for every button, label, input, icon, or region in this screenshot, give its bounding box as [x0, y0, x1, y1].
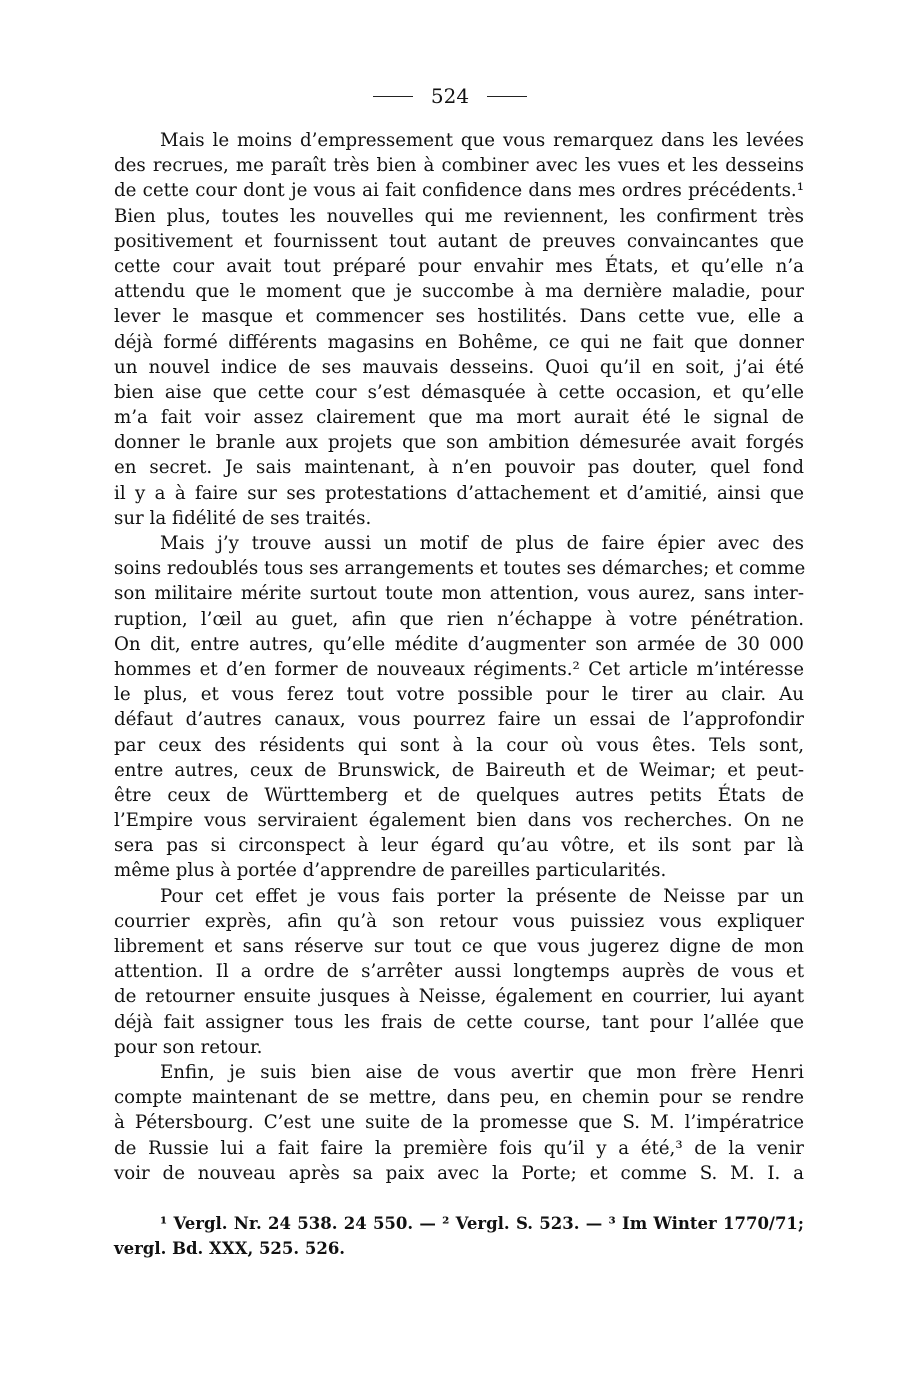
text-line: l’Empire vous serviraient également bien dans vos recherches. On ne — [114, 810, 804, 832]
text-line: de retourner ensuite jusques à Neisse, également en courrier, lui ayant — [114, 986, 804, 1008]
text-line: déjà fait assigner tous les frais de cette course, tant pour l’allée que — [114, 1011, 804, 1033]
text-line: courrier exprès, afin qu’à son retour vous puissiez vous expliquer — [114, 910, 804, 932]
text-line: voir de nouveau après sa paix avec la Porte; et comme S. M. I. a — [114, 1162, 804, 1184]
text-line: positivement et fournissent tout autant de preuves convaincantes que — [114, 230, 804, 252]
body-text — [114, 128, 804, 1186]
text-line: le plus, et vous ferez tout votre possible pour le tirer au clair. Au — [114, 684, 804, 706]
footnote-line: ¹ Vergl. Nr. 24 538. 24 550. — ² Vergl. S. 523. — ³ Im Winter 1770/71; — [160, 1214, 804, 1233]
text-line: même plus à portée d’apprendre de pareilles particularités. — [114, 860, 667, 882]
text-line: des recrues, me paraît très bien à combiner avec les vues et les desseins — [114, 155, 804, 177]
text-line: lever le masque et commencer ses hostilités. Dans cette vue, elle a — [114, 306, 804, 328]
text-line: être ceux de Württemberg et de quelques autres petits États de — [114, 784, 804, 806]
text-line: attention. Il a ordre de s’arrêter aussi longtemps auprès de vous et — [114, 961, 804, 983]
text-line: Bien plus, toutes les nouvelles qui me reviennent, les confirment très — [114, 205, 804, 227]
text-line: donner le branle aux projets que son ambition démesurée avait forgés — [114, 432, 804, 454]
text-line: de cette cour dont je vous ai fait confidence dans mes ordres précédents.¹ — [114, 180, 804, 202]
text-line: compte maintenant de se mettre, dans peu, en chemin pour se rendre — [114, 1087, 804, 1109]
text-line: défaut d’autres canaux, vous pourrez faire un essai de l’approfondir — [114, 709, 804, 731]
header-rule-left — [373, 96, 413, 97]
text-line: entre autres, ceux de Brunswick, de Baireuth et de Weimar; et peut- — [114, 759, 804, 781]
text-line: de Russie lui a fait faire la première fois qu’il y a été,³ de la venir — [114, 1137, 804, 1159]
text-line: Mais le moins d’empressement que vous remarquez dans les levées — [160, 130, 804, 151]
page-header — [0, 84, 900, 108]
text-line: sera pas si circonspect à leur égard qu’au vôtre, et ils sont par là — [114, 835, 804, 857]
text-line: attendu que le moment que je succombe à ma dernière maladie, pour — [114, 281, 804, 303]
text-line: Pour cet effet je vous fais porter la présente de Neisse par un — [160, 885, 804, 907]
text-line: à Pétersbourg. C’est une suite de la promesse que S. M. l’impératrice — [114, 1112, 804, 1134]
text-line: cette cour avait tout préparé pour envahir mes États, et qu’elle n’a — [114, 255, 804, 277]
text-line: librement et sans réserve sur tout ce que vous jugerez digne de mon — [114, 936, 804, 957]
page-number: 524 — [430, 84, 470, 108]
text-line: Mais j’y trouve aussi un motif de plus de faire épier avec des — [160, 533, 804, 554]
text-line: déjà formé différents magasins en Bohême, ce qui ne fait que donner — [114, 331, 804, 353]
text-line: son militaire mérite surtout toute mon attention, vous aurez, sans inter- — [114, 583, 804, 605]
footnotes — [114, 1211, 804, 1261]
text-line: m’a fait voir assez clairement que ma mort aurait été le signal de — [114, 407, 804, 429]
text-line: Enfin, je suis bien aise de vous avertir que mon frère Henri — [160, 1061, 804, 1083]
text-line: ruption, l’œil au guet, afin que rien n’échappe à votre pénétration. — [114, 608, 804, 630]
text-line: On dit, entre autres, qu’elle médite d’augmenter son armée de 30 000 — [114, 633, 804, 655]
header-rule-right — [487, 96, 527, 97]
footnote-line: vergl. Bd. XXX, 525. 526. — [114, 1239, 346, 1259]
text-line: bien aise que cette cour s’est démasquée à cette occasion, et qu’elle — [114, 381, 804, 403]
text-line: pour son retour. — [114, 1036, 263, 1058]
text-line: en secret. Je sais maintenant, à n’en pouvoir pas douter, quel fond — [114, 457, 804, 479]
text-line: il y a à faire sur ses protestations d’attachement et d’amitié, ainsi que — [114, 482, 804, 504]
text-line: hommes et d’en former de nouveaux régiments.² Cet article m’intéresse — [114, 658, 804, 680]
text-line: par ceux des résidents qui sont à la cour où vous êtes. Tels sont, — [114, 734, 804, 756]
text-line: sur la fidélité de ses traités. — [114, 507, 372, 529]
text-line: un nouvel indice de ses mauvais desseins. Quoi qu’il en soit, j’ai été — [114, 356, 804, 378]
text-line: soins redoublés tous ses arrangements et toutes ses démarches; et comme — [114, 558, 806, 580]
